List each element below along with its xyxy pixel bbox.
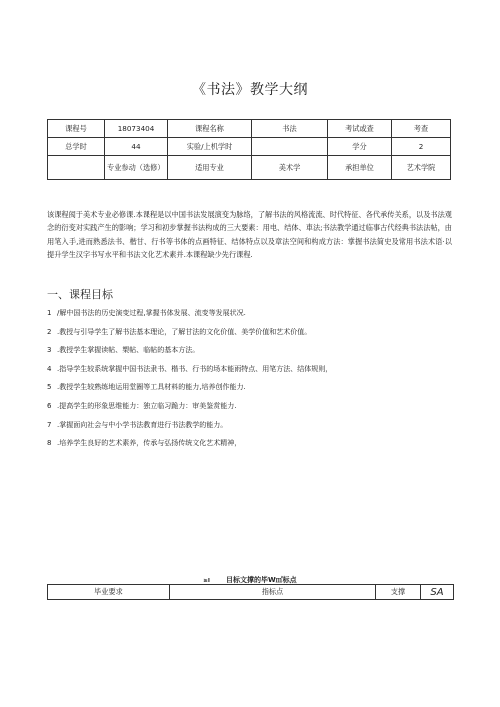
course-code-value: 18073404 [105,120,168,138]
item-number: 2 [47,327,52,336]
course-code-label: 课程号 [48,120,105,138]
item-number: 1 [47,309,52,317]
department-label: 承担单位 [328,156,392,180]
item-text: .掌握面向社会与中小学书法教育进行书法教学的能力。 [57,420,228,429]
course-info-row [48,120,451,138]
course-info-row [48,138,451,156]
lab-hours-label: 实验/上机学时 [168,138,252,156]
item-text: .提高学生的形象思维能力：独立临习跪力：审美鉴赏能力. [57,401,237,410]
applicable-major-value: 美术学 [252,156,328,180]
objectives-list [47,306,452,455]
major-ref-label: 专业参动（选修） [105,156,168,180]
exam-type-label: 考试或查 [328,120,392,138]
item-text: .培养学生良好的艺术素养，传承与弘扬传统文化艺术精神， [57,439,242,448]
item-text: /解中国书法的历史演变过程,掌握书体发展、流变等发展状况. [57,309,246,317]
caption-prefix: ≥I [203,578,210,584]
list-item [47,436,452,455]
list-item [47,343,452,362]
exam-type-value: 考查 [392,120,451,138]
course-name-value: 书法 [252,120,328,138]
graduation-requirements-table [47,584,454,600]
department-value: 艺术学院 [392,156,451,180]
header-graduation-requirement: 毕业要求 [48,585,170,600]
list-item [47,380,452,399]
total-hours-label: 总学时 [48,138,105,156]
header-sa: SA [421,585,454,600]
item-number: 5 [47,383,52,392]
course-intro-paragraph: 该课程阂于美术专业必修课.本课程是以中国书法发展演变为脉络，了解书法的风格流流、时代特征、各代承传关系，以及书法观念的衍变对实践产生的影响；学习和初步掌握书法构成的三大要素：用电、结体、車法;书法教学通过临事古代经典书法法帖，由用笔入手,进而熟悉法书、楷甘、行书等书体的点画特征、结体特点以及章法空间和构成方法：掌握书法简史及常用书法术语·以提升学生汉字书写水平和书法文化艺术素并.本课程缺少先行课程. [47,210,452,260]
item-number: 7 [47,420,52,429]
caption-text: 目标文撑的毕W㎡标点 [225,576,297,584]
total-hours-value: 44 [105,138,168,156]
item-text: .指导学生较系统掌握中国书法隶书、楷书、行书的场本能雨特点、用笔方法、结体规则， [57,364,333,373]
list-item [47,306,452,325]
item-number: 8 [47,439,52,448]
applicable-major-label: 适用专业 [168,156,252,180]
item-text: .教授学生掌握读帖、槊帖、临帖的基本方法。 [57,346,200,355]
item-text: .教授与引导学生了解书法基本理论，了解甘法的文化价值、美学价值和艺术价值。 [57,327,312,336]
table-header-row [48,585,454,600]
header-support: 支撑 [376,585,421,600]
section-heading-objectives: 一、课程目标 [47,288,113,301]
item-number: 3 [47,346,52,355]
item-text: .教授学生较熟练地运用堂圈等工具材料的能力,培养创作能力. [57,383,246,392]
list-item [47,325,452,344]
item-number: 6 [47,401,52,410]
list-item [47,399,452,418]
credits-label: 学分 [328,138,392,156]
course-info-table [47,119,451,180]
page-title: 《书法》教学大纲 [192,82,308,98]
list-item [47,418,452,437]
list-item [47,362,452,381]
course-info-row [48,156,451,180]
item-number: 4 [47,364,52,373]
course-name-label: 课程名称 [168,120,252,138]
header-indicator-point: 指标点 [170,585,376,600]
empty-cell [48,156,105,180]
lab-hours-value [252,138,328,156]
credits-value: 2 [392,138,451,156]
